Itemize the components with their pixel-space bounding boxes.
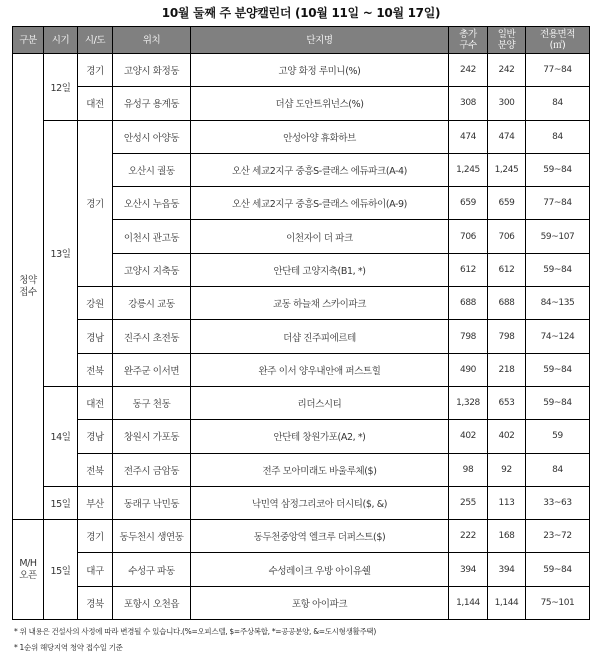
location-cell: 수성구 파동 <box>113 553 191 586</box>
table-row <box>13 54 590 87</box>
complex-cell: 포항 아이파크 <box>191 586 449 619</box>
total-units-cell: 612 <box>449 253 488 286</box>
date-cell: 15일 <box>44 520 78 620</box>
area-cell: 59~84 <box>526 253 590 286</box>
complex-cell: 동두천중앙역 엘크루 더퍼스트($) <box>191 520 449 553</box>
total-units-cell: 474 <box>449 120 488 153</box>
general-sale-cell: 168 <box>488 520 526 553</box>
location-cell: 동구 천동 <box>113 386 191 419</box>
complex-cell: 안단테 고양지축(B1, *) <box>191 253 449 286</box>
table-row <box>13 420 590 453</box>
province-cell: 경남 <box>78 320 113 353</box>
area-cell: 84 <box>526 453 590 486</box>
province-cell: 경북 <box>78 586 113 619</box>
location-cell: 포항시 오천읍 <box>113 586 191 619</box>
general-sale-cell: 612 <box>488 253 526 286</box>
general-sale-cell: 659 <box>488 187 526 220</box>
province-cell: 경기 <box>78 54 113 87</box>
total-units-cell: 242 <box>449 54 488 87</box>
area-cell: 59~84 <box>526 553 590 586</box>
total-units-cell: 798 <box>449 320 488 353</box>
total-units-cell: 308 <box>449 87 488 120</box>
complex-cell: 고양 화정 루미니(%) <box>191 54 449 87</box>
complex-cell: 더샵 진주피에르테 <box>191 320 449 353</box>
table-row <box>13 386 590 419</box>
table-row <box>13 353 590 386</box>
general-sale-cell: 653 <box>488 386 526 419</box>
table-row <box>13 453 590 486</box>
complex-cell: 전주 모아미래도 바울루체($) <box>191 453 449 486</box>
total-units-cell: 1,328 <box>449 386 488 419</box>
province-cell: 경기 <box>78 120 113 286</box>
location-cell: 강릉시 교동 <box>113 287 191 320</box>
area-cell: 23~72 <box>526 520 590 553</box>
location-cell: 동래구 낙민동 <box>113 486 191 519</box>
date-cell: 14일 <box>44 386 78 486</box>
area-cell: 33~63 <box>526 486 590 519</box>
location-cell: 동두천시 생연동 <box>113 520 191 553</box>
complex-cell: 리더스시티 <box>191 386 449 419</box>
total-units-cell: 1,144 <box>449 586 488 619</box>
footnote-legend: * 위 내용은 건설사의 사정에 따라 변경될 수 있습니다.(%=오피스텔, $=주상복합, *=공공분양, &=도시형생활주택) <box>14 627 376 636</box>
province-cell: 전북 <box>78 353 113 386</box>
complex-cell: 수성레이크 우방 아이유쉘 <box>191 553 449 586</box>
group-subscription: 청약 접수 <box>13 54 44 520</box>
province-cell: 경남 <box>78 420 113 453</box>
general-sale-cell: 300 <box>488 87 526 120</box>
location-cell: 전주시 금암동 <box>113 453 191 486</box>
province-cell: 대전 <box>78 386 113 419</box>
footnote-basis: * 1순위 해당지역 청약 접수일 기준 <box>14 643 123 652</box>
table-row <box>13 486 590 519</box>
total-units-cell: 98 <box>449 453 488 486</box>
general-sale-cell: 706 <box>488 220 526 253</box>
location-cell: 안성시 아양동 <box>113 120 191 153</box>
area-cell: 84 <box>526 120 590 153</box>
general-sale-cell: 242 <box>488 54 526 87</box>
location-cell: 고양시 화정동 <box>113 54 191 87</box>
complex-cell: 안성아양 휴화하브 <box>191 120 449 153</box>
area-cell: 59~84 <box>526 153 590 186</box>
general-sale-cell: 688 <box>488 287 526 320</box>
complex-cell: 이천자이 더 파크 <box>191 220 449 253</box>
total-units-cell: 490 <box>449 353 488 386</box>
table-row <box>13 87 590 120</box>
general-sale-cell: 798 <box>488 320 526 353</box>
location-cell: 오산시 누읍동 <box>113 187 191 220</box>
area-cell: 75~101 <box>526 586 590 619</box>
header-complex: 단지명 <box>191 27 449 54</box>
area-cell: 59~107 <box>526 220 590 253</box>
area-cell: 84~135 <box>526 287 590 320</box>
group-model-house-open: M/H 오픈 <box>13 520 44 620</box>
table-row <box>13 120 590 153</box>
complex-cell: 오산 세교2지구 중흥S-클래스 에듀파크(A-4) <box>191 153 449 186</box>
table-row <box>13 320 590 353</box>
general-sale-cell: 218 <box>488 353 526 386</box>
header-area: 전용면적 (㎡) <box>526 27 590 54</box>
province-cell: 부산 <box>78 486 113 519</box>
page-title: 10월 둘째 주 분양캘린더 (10월 11일 ~ 10월 17일) <box>161 6 441 20</box>
general-sale-cell: 474 <box>488 120 526 153</box>
table-header-row <box>13 27 590 54</box>
total-units-cell: 402 <box>449 420 488 453</box>
date-cell: 15일 <box>44 486 78 519</box>
area-cell: 74~124 <box>526 320 590 353</box>
header-date: 시기 <box>44 27 78 54</box>
header-category: 구분 <box>13 27 44 54</box>
area-cell: 59 <box>526 420 590 453</box>
location-cell: 진주시 초전동 <box>113 320 191 353</box>
province-cell: 대전 <box>78 87 113 120</box>
area-cell: 77~84 <box>526 187 590 220</box>
table-row <box>13 520 590 553</box>
location-cell: 완주군 이서면 <box>113 353 191 386</box>
complex-cell: 오산 세교2지구 중흥S-클래스 에듀하이(A-9) <box>191 187 449 220</box>
area-cell: 84 <box>526 87 590 120</box>
province-cell: 강원 <box>78 287 113 320</box>
general-sale-cell: 92 <box>488 453 526 486</box>
total-units-cell: 1,245 <box>449 153 488 186</box>
total-units-cell: 222 <box>449 520 488 553</box>
total-units-cell: 394 <box>449 553 488 586</box>
complex-cell: 안단테 창원가포(A2, *) <box>191 420 449 453</box>
header-location: 위치 <box>113 27 191 54</box>
subscription-calendar-table <box>12 26 590 620</box>
location-cell: 유성구 용계동 <box>113 87 191 120</box>
location-cell: 창원시 가포동 <box>113 420 191 453</box>
complex-cell: 더샵 도안트위넌스(%) <box>191 87 449 120</box>
location-cell: 오산시 궐동 <box>113 153 191 186</box>
location-cell: 이천시 관고동 <box>113 220 191 253</box>
complex-cell: 낙민역 삼정그리코아 더시티($, &) <box>191 486 449 519</box>
table-row <box>13 586 590 619</box>
header-total-units: 총가 구수 <box>449 27 488 54</box>
header-general-sale: 일반 분양 <box>488 27 526 54</box>
total-units-cell: 255 <box>449 486 488 519</box>
general-sale-cell: 1,245 <box>488 153 526 186</box>
total-units-cell: 688 <box>449 287 488 320</box>
complex-cell: 교동 하늘채 스카이파크 <box>191 287 449 320</box>
general-sale-cell: 394 <box>488 553 526 586</box>
general-sale-cell: 113 <box>488 486 526 519</box>
general-sale-cell: 402 <box>488 420 526 453</box>
date-cell: 12일 <box>44 54 78 121</box>
date-cell: 13일 <box>44 120 78 386</box>
area-cell: 59~84 <box>526 353 590 386</box>
general-sale-cell: 1,144 <box>488 586 526 619</box>
province-cell: 경기 <box>78 520 113 553</box>
table-row <box>13 553 590 586</box>
location-cell: 고양시 지축동 <box>113 253 191 286</box>
province-cell: 전북 <box>78 453 113 486</box>
total-units-cell: 659 <box>449 187 488 220</box>
header-province: 시/도 <box>78 27 113 54</box>
complex-cell: 완주 이서 양우내안애 퍼스트힐 <box>191 353 449 386</box>
total-units-cell: 706 <box>449 220 488 253</box>
table-row <box>13 287 590 320</box>
province-cell: 대구 <box>78 553 113 586</box>
area-cell: 77~84 <box>526 54 590 87</box>
area-cell: 59~84 <box>526 386 590 419</box>
